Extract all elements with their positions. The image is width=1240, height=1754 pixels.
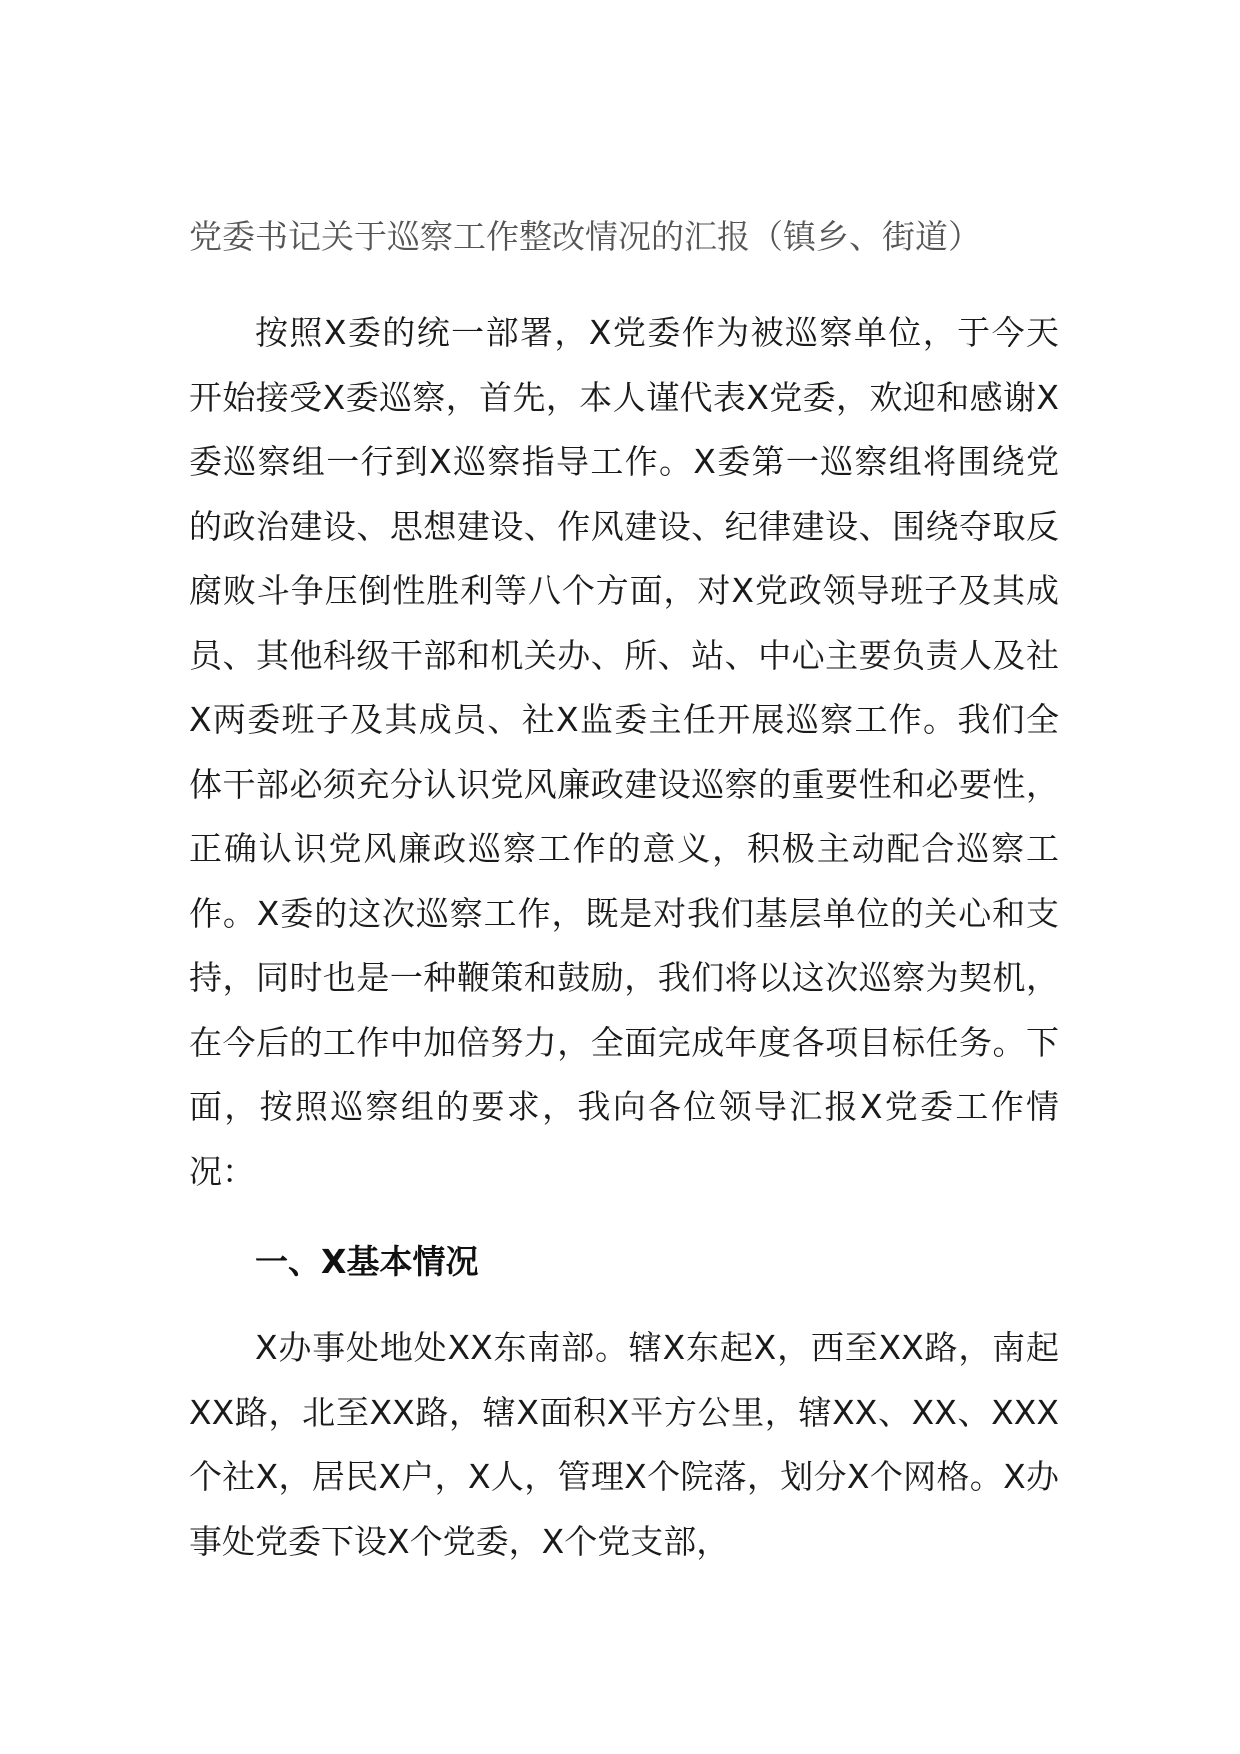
document-page <box>189 215 1059 1574</box>
document-title: 党委书记关于巡察工作整改情况的汇报（镇乡、街道） <box>189 217 981 256</box>
section-heading: 一、X基本情况 <box>255 1242 479 1281</box>
intro-paragraph: 按照X委的统一部署，X党委作为被巡察单位，于今天开始接受X委巡察，首先，本人谨代表X党委，欢迎和感谢X委巡察组一行到X巡察指导工作。X委第一巡察组将围绕党的政治建设、思想建设、作风建设、纪律建设、围绕夺取反腐败斗争压倒性胜利等八个方面，对X党政领导班子及其成员、其他科级干部和机关办、所、站、中心主要负责人及社X两委班子及其成员、社X监委主任开展巡察工作。我们全体干部必须充分认识党风廉政建设巡察的重要性和必要性，正确认识党风廉政巡察工作的意义，积极主动配合巡察工作。X委的这次巡察工作，既是对我们基层单位的关心和支持，同时也是一种鞭策和鼓励，我们将以这次巡察为契机，在今后的工作中加倍努力，全面完成年度各项目标任务。下面，按照巡察组的要求，我向各位领导汇报X党委工作情况： <box>189 313 1059 1191</box>
section-paragraph: X办事处地处XX东南部。辖X东起X，西至XX路，南起XX路，北至XX路，辖X面积X平方公里，辖XX、XX、XXX个社X，居民X户，X人，管理X个院落，划分X个网格。X办事处党委下设X个党委，X个党支部， <box>189 1328 1059 1561</box>
